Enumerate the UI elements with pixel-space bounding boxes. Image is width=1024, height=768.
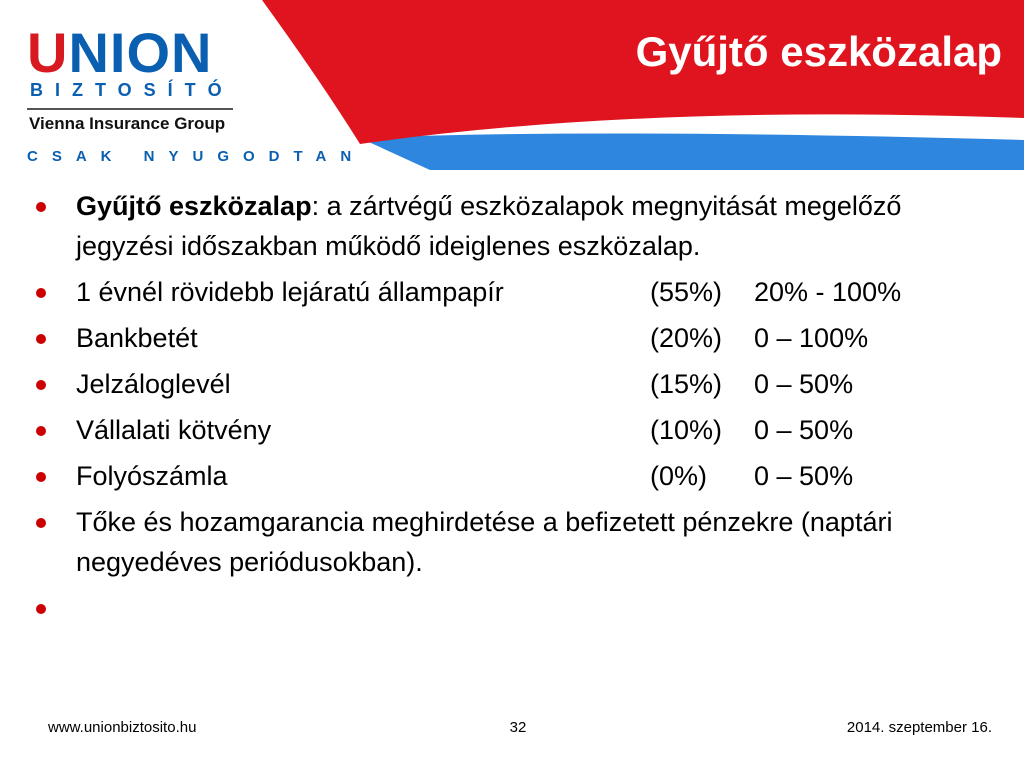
bullet-item-allocation [30,456,1000,496]
guarantee-text: Tőke és hozamgarancia meghirdetése a befizetett pénzekre (naptári negyedéves periódusokban). [76,507,893,577]
logo-wordmark-first-letter: U [27,21,69,84]
bullet-list [30,186,1000,634]
allocation-share: (0%) [650,461,708,491]
allocation-range: 0 – 100% [754,323,869,353]
allocation-asset: 1 évnél rövidebb lejáratú állampapír [76,277,504,307]
bullet-dot-icon [36,518,46,528]
logo-wordmark [27,20,212,85]
footer-url: www.unionbiztosito.hu [48,719,197,736]
allocation-range: 20% - 100% [754,277,902,307]
allocation-asset: Bankbetét [76,323,198,353]
logo-slogan: CSAK NYUGODTAN [27,148,366,165]
bullet-item-empty [30,588,1000,628]
bullet-dot-icon [36,202,46,212]
bullet-item-definition [30,186,1000,266]
bullet-dot-icon [36,334,46,344]
allocation-share: (55%) [650,277,723,307]
header-blue-swoosh [360,133,1024,170]
bullet-item-allocation [30,318,1000,358]
bullet-item-allocation [30,410,1000,450]
allocation-range: 0 – 50% [754,369,854,399]
allocation-asset: Folyószámla [76,461,228,491]
union-logo [27,21,387,166]
allocation-share: (20%) [650,323,723,353]
definition-text: : a zártvégű eszközalapok megnyitását megelőző jegyzési időszakban működő ideiglenes eszközalap. [76,191,902,261]
logo-wordmark-rest: NION [68,21,213,84]
slide-title: Gyűjtő eszközalap [635,28,1002,75]
bullet-item-allocation [30,272,1000,312]
allocation-range: 0 – 50% [754,461,854,491]
logo-subtitle: BIZTOSÍTÓ [30,80,234,100]
bullet-dot-icon [36,380,46,390]
allocation-asset: Vállalati kötvény [76,415,272,445]
definition-term: Gyűjtő eszközalap [76,191,312,221]
bullet-item-guarantee [30,502,1000,582]
bullet-dot-icon [36,604,46,614]
bullet-dot-icon [36,426,46,436]
bullet-item-allocation [30,364,1000,404]
bullet-dot-icon [36,472,46,482]
allocation-share: (10%) [650,415,723,445]
logo-group-name: Vienna Insurance Group [29,114,226,133]
allocation-asset: Jelzáloglevél [76,369,231,399]
allocation-range: 0 – 50% [754,415,854,445]
allocation-share: (15%) [650,369,723,399]
logo-divider [27,108,233,110]
footer-date: 2014. szeptember 16. [846,719,992,736]
footer-page-number: 32 [509,719,527,736]
bullet-dot-icon [36,288,46,298]
